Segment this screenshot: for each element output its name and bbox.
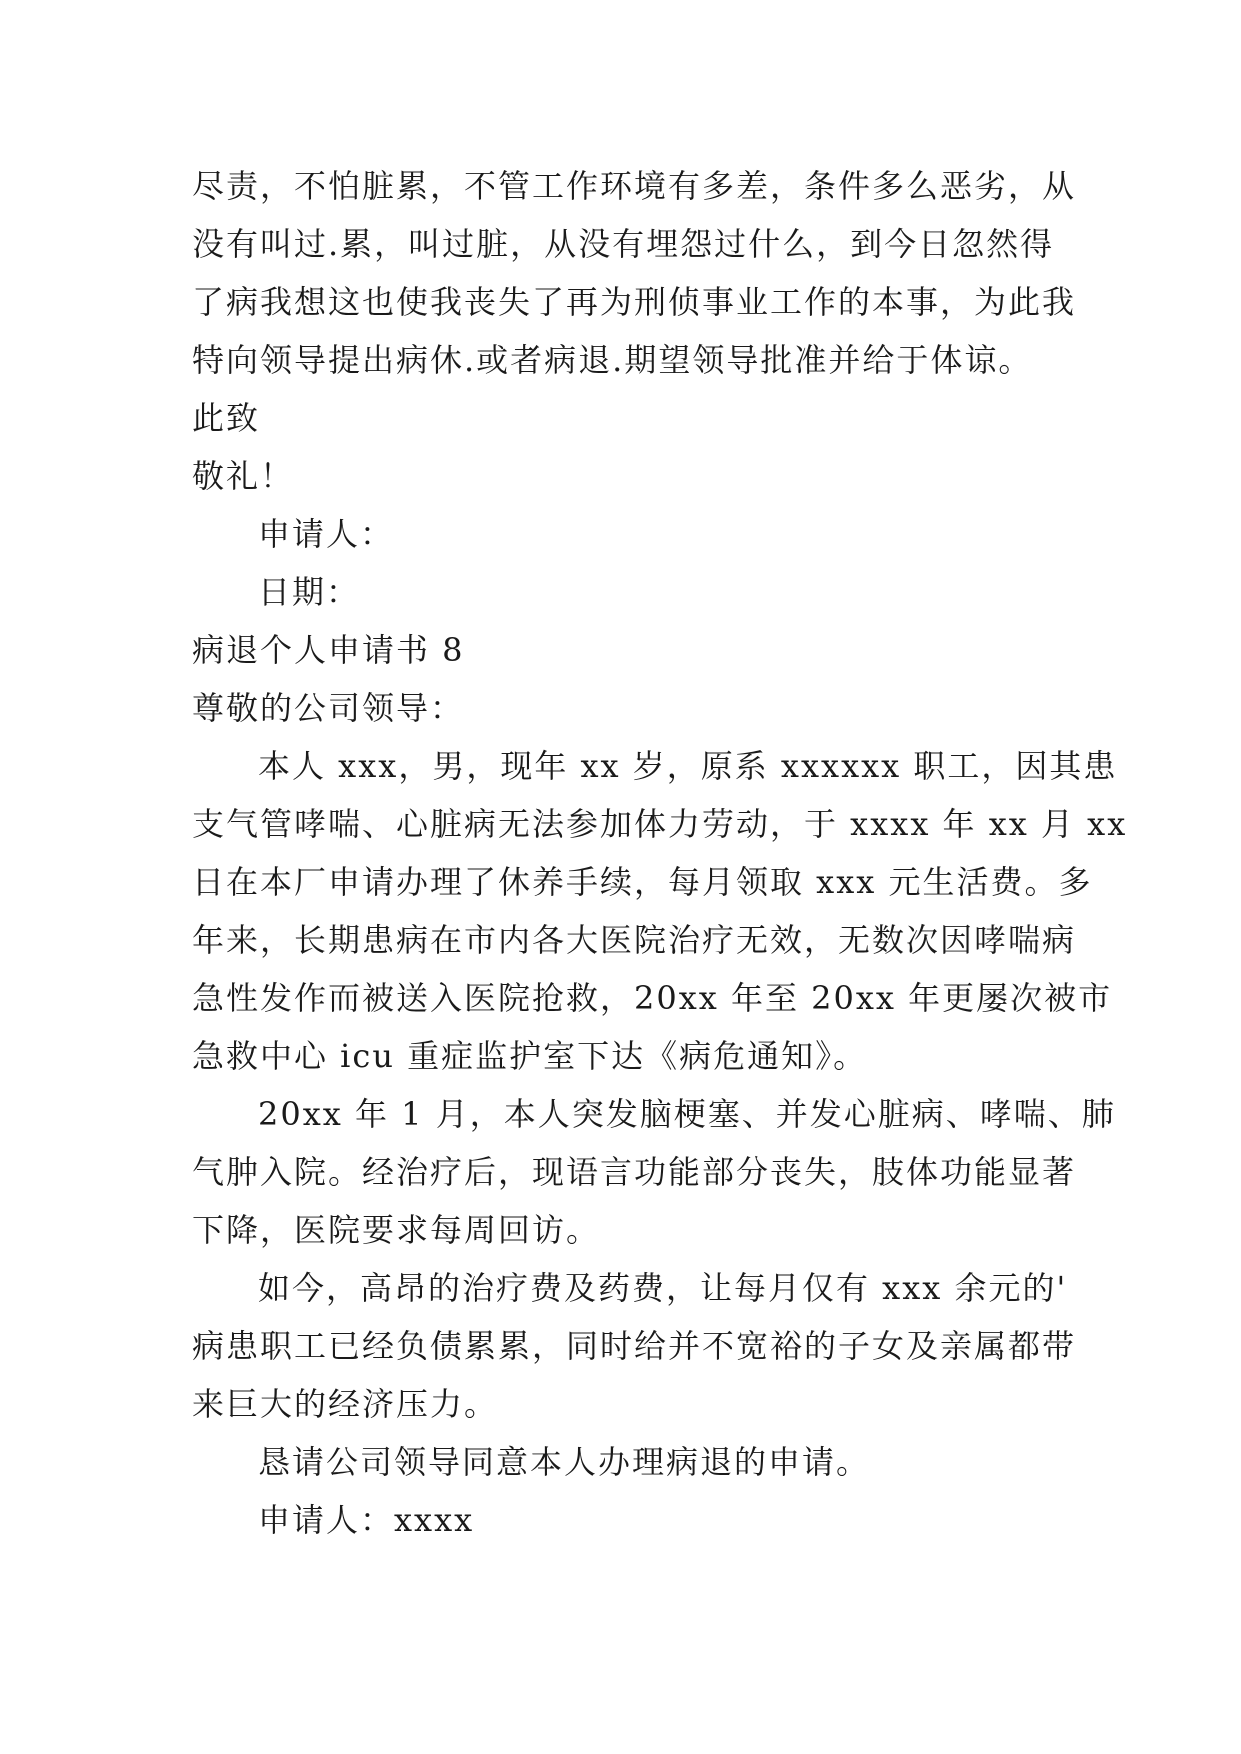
applicant-label: 申请人：	[258, 515, 395, 553]
text-line: 急性发作而被送入医院抢救，20xx 年至 20xx 年更屡次被市	[192, 979, 1113, 1017]
text-line: 如今，高昂的治疗费及药费，让每月仅有 xxx 余元的'	[258, 1269, 1068, 1307]
closing-line: 此致	[192, 399, 261, 437]
text-line: 急救中心 icu 重症监护室下达《病危通知》。	[192, 1037, 868, 1075]
applicant-signature: 申请人：xxxx	[258, 1501, 475, 1539]
text-line: 本人 xxx，男，现年 xx 岁，原系 xxxxxx 职工，因其患	[258, 747, 1118, 785]
text-line: 恳请公司领导同意本人办理病退的申请。	[258, 1443, 871, 1481]
text-line: 病患职工已经负债累累，同时给并不宽裕的子女及亲属都带	[192, 1327, 1077, 1365]
section-title: 病退个人申请书 8	[192, 631, 465, 669]
text-line: 年来，长期患病在市内各大医院治疗无效，无数次因哮喘病	[192, 921, 1077, 959]
text-line: 20xx 年 1 月，本人突发脑梗塞、并发心脏病、哮喘、肺	[258, 1095, 1116, 1133]
text-line: 支气管哮喘、心脏病无法参加体力劳动，于 xxxx 年 xx 月 xx	[192, 805, 1128, 843]
document-body	[192, 157, 1128, 1549]
text-line: 特向领导提出病休.或者病退.期望领导批准并给于体谅。	[192, 341, 1033, 379]
date-label: 日期：	[258, 573, 361, 611]
text-line: 气肿入院。经治疗后，现语言功能部分丧失，肢体功能显著	[192, 1153, 1077, 1191]
text-line: 了病我想这也使我丧失了再为刑侦事业工作的本事，为此我	[192, 283, 1077, 321]
text-line: 尽责，不怕脏累，不管工作环境有多差，条件多么恶劣，从	[192, 167, 1077, 205]
greeting-line: 尊敬的公司领导：	[192, 689, 465, 727]
text-line: 下降，医院要求每周回访。	[192, 1211, 601, 1249]
salutation-line: 敬礼！	[192, 457, 295, 495]
text-line: 来巨大的经济压力。	[192, 1385, 499, 1423]
text-line: 没有叫过.累，叫过脏，从没有埋怨过什么，到今日忽然得	[192, 225, 1055, 263]
text-line: 日在本厂申请办理了休养手续，每月领取 xxx 元生活费。多	[192, 863, 1093, 901]
